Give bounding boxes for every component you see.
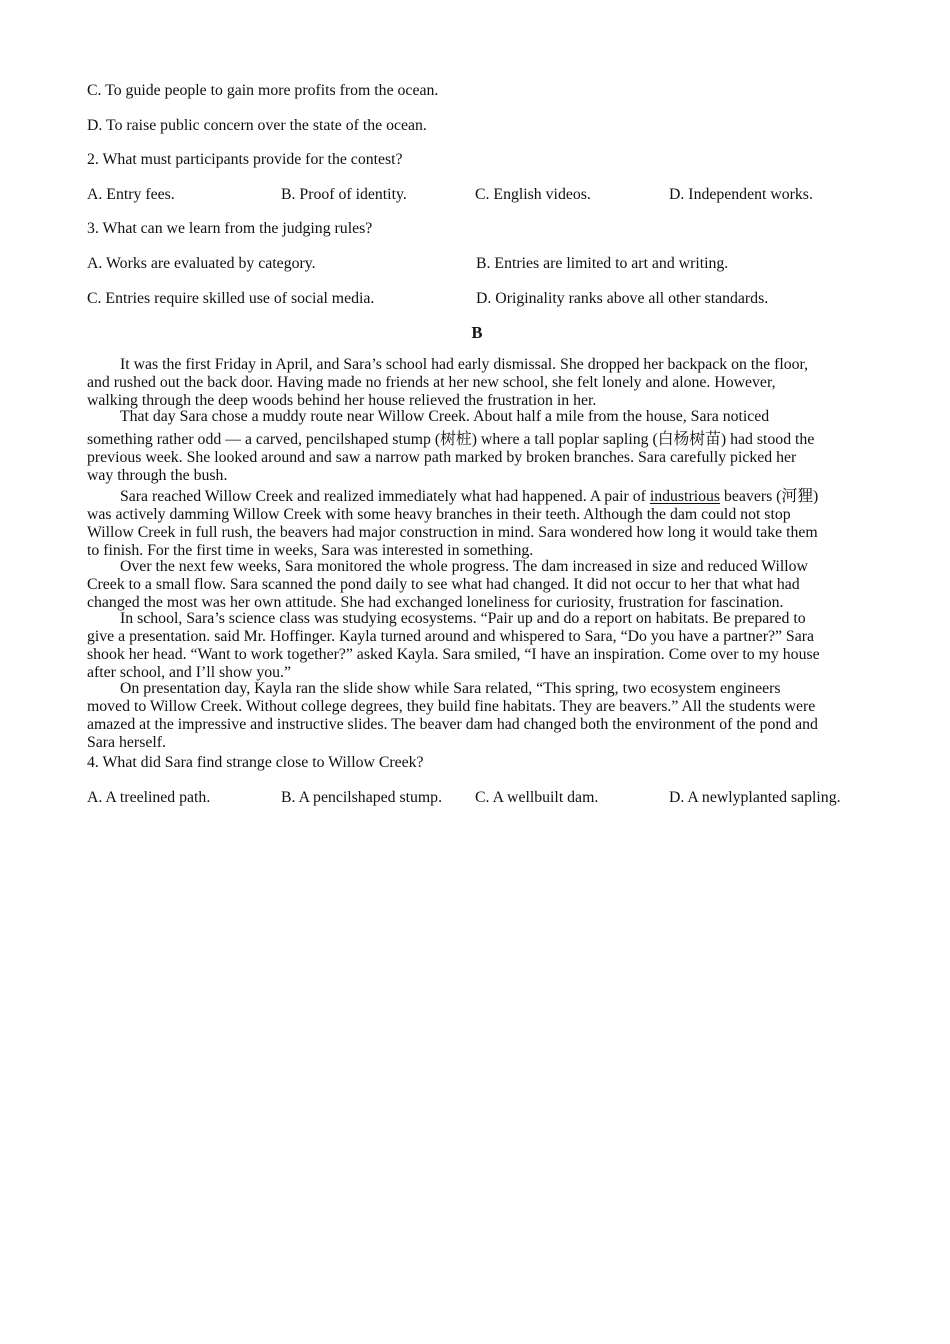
passage-line: walking through the deep woods behind her house relieved the frustration in her. xyxy=(87,392,597,410)
passage-paragraph-3 xyxy=(87,483,867,560)
passage-line: changed the most was her own attitude. She had exchanged loneliness for curiosity, frustration for fascination. xyxy=(87,594,784,612)
passage-paragraph-6 xyxy=(87,680,867,752)
passage-line: after school, and I’ll show you.” xyxy=(87,664,291,682)
passage-paragraph-5 xyxy=(87,610,867,682)
passage-line: amazed at the impressive and instructive slides. The beaver dam had changed both the environment of the pond and xyxy=(87,716,818,734)
passage-line xyxy=(87,483,867,506)
q3-option-a: A. Works are evaluated by category. xyxy=(87,254,316,272)
passage-paragraph-4 xyxy=(87,558,867,612)
passage-line: moved to Willow Creek. Without college degrees, they build fine habitats. They are beavers.” All the students were xyxy=(87,698,816,716)
passage-line: On presentation day, Kayla ran the slide show while Sara related, “This spring, two ecosystem engineers xyxy=(120,680,781,698)
q3-option-d: D. Originality ranks above all other standards. xyxy=(476,289,769,307)
passage-line: Sara herself. xyxy=(87,734,166,752)
passage-line: It was the first Friday in April, and Sara’s school had early dismissal. She dropped her backpack on the floor, xyxy=(120,356,809,374)
q4-option-a: A. A treelined path. xyxy=(87,788,211,806)
passage-paragraph-1 xyxy=(87,356,867,410)
q4-option-d: D. A newlyplanted sapling. xyxy=(669,788,841,806)
q2-stem: 2. What must participants provide for the contest? xyxy=(87,151,403,169)
q3-stem: 3. What can we learn from the judging rules? xyxy=(87,220,373,238)
q2-option-c: C. English videos. xyxy=(475,185,591,203)
q4-option-c: C. A wellbuilt dam. xyxy=(475,788,599,806)
underlined-word: industrious xyxy=(649,488,721,506)
passage-line: shook her head. “Want to work together?” asked Kayla. Sara smiled, “I have an inspiration. Come over to my house xyxy=(87,646,820,664)
section-heading: B xyxy=(471,323,483,343)
q3-options-row2 xyxy=(87,286,867,321)
passage-line: was actively damming Willow Creek with some heavy branches in their teeth. Although the dam could not stop xyxy=(87,506,791,524)
passage-line: In school, Sara’s science class was studying ecosystems. “Pair up and do a report on habitats. Be prepared to xyxy=(120,610,806,628)
q3-options-row1 xyxy=(87,251,867,286)
q3-option-c: C. Entries require skilled use of social media. xyxy=(87,289,375,307)
passage-paragraph-2 xyxy=(87,408,867,485)
passage-line: previous week. She looked around and saw a narrow path marked by broken branches. Sara carefully picked her xyxy=(87,449,797,467)
exam-page xyxy=(87,78,867,819)
passage-line: Willow Creek in full rush, the beavers had major construction in mind. Sara wondered how long it would take them xyxy=(87,524,818,542)
passage-line: and rushed out the back door. Having made no friends at her new school, she felt lonely and alone. However, xyxy=(87,374,776,392)
passage-text: beavers (河狸) xyxy=(720,488,819,506)
q4-option-b: B. A pencilshaped stump. xyxy=(281,788,443,806)
q4-stem: 4. What did Sara find strange close to Willow Creek? xyxy=(87,754,424,772)
q2-option-b: B. Proof of identity. xyxy=(281,185,407,203)
q2-option-d: D. Independent works. xyxy=(669,185,813,203)
passage-line: give a presentation. said Mr. Hoffinger. Kayla turned around and whispered to Sara, “Do you have a partner?” Sara xyxy=(87,628,814,646)
passage-line: Creek to a small flow. Sara scanned the pond daily to see what had changed. It did not occur to her that what had xyxy=(87,576,800,594)
q1-option-c: C. To guide people to gain more profits from the ocean. xyxy=(87,82,439,99)
passage-line: something rather odd — a carved, pencilshaped stump (树桩) where a tall poplar sapling (白杨树苗) had stood the xyxy=(87,431,815,449)
passage-line: That day Sara chose a muddy route near Willow Creek. About half a mile from the house, Sara noticed xyxy=(120,408,770,426)
passage-line: Over the next few weeks, Sara monitored the whole progress. The dam increased in size and reduced Willow xyxy=(120,558,808,576)
q2-options xyxy=(87,182,867,217)
passage-line: way through the bush. xyxy=(87,467,228,485)
q1-option-d: D. To raise public concern over the state of the ocean. xyxy=(87,116,427,134)
passage-text: Sara reached Willow Creek and realized immediately what had happened. A pair of xyxy=(120,488,650,506)
q2-option-a: A. Entry fees. xyxy=(87,185,175,203)
q4-options xyxy=(87,785,867,820)
q3-option-b: B. Entries are limited to art and writing. xyxy=(476,254,729,272)
passage-line: to finish. For the first time in weeks, Sara was interested in something. xyxy=(87,542,534,560)
